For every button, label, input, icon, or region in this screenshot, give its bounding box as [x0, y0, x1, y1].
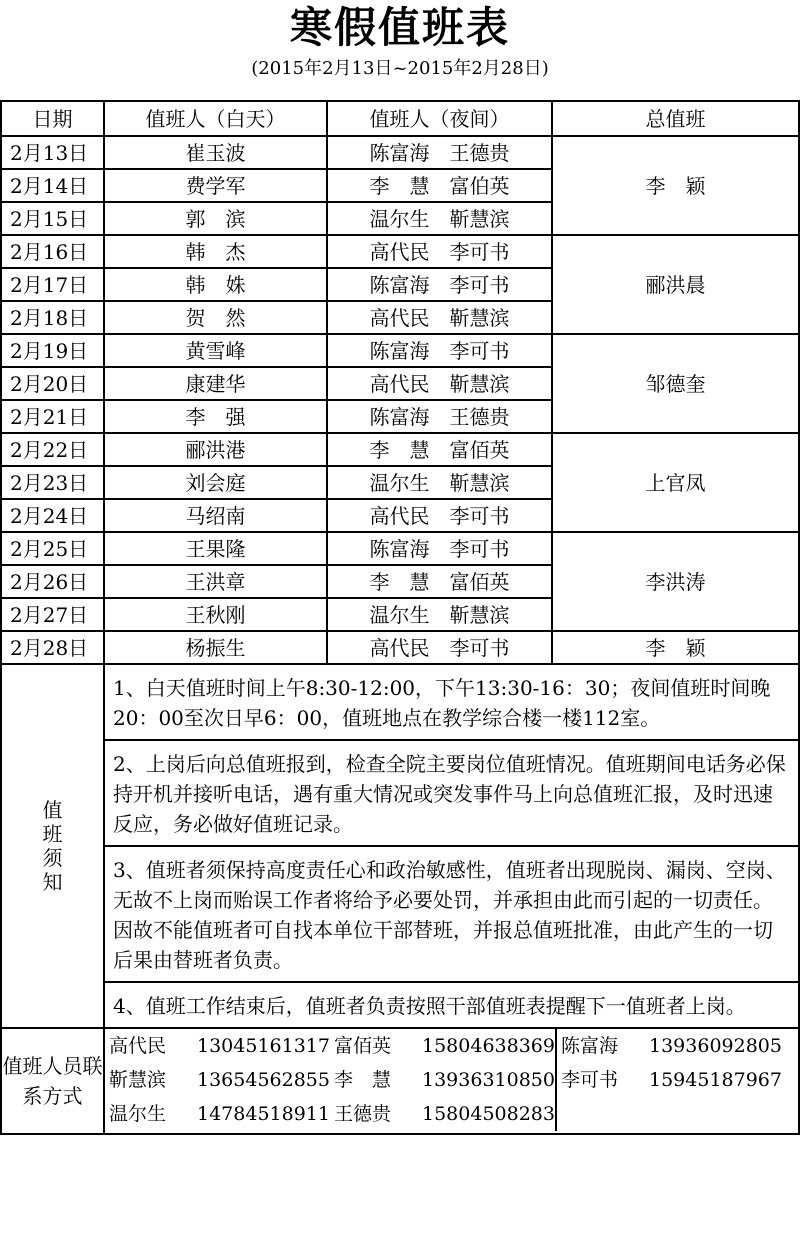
chief-cell: 李 颖 [552, 136, 799, 235]
date-cell: 2月19日 [1, 334, 104, 367]
day-duty-cell: 王秋刚 [104, 598, 327, 631]
table-row [1, 334, 799, 367]
date-cell: 2月18日 [1, 301, 104, 334]
contact-entry [330, 1063, 555, 1097]
night-duty-cell: 温尔生 靳慧滨 [327, 202, 552, 235]
date-range-subtitle: (2015年2月13日~2015年2月28日) [251, 58, 549, 79]
date-cell: 2月14日 [1, 169, 104, 202]
header-chief: 总值班 [552, 101, 799, 136]
chief-cell: 郦洪晨 [552, 235, 799, 334]
contact-list [104, 1028, 799, 1134]
date-cell: 2月22日 [1, 433, 104, 466]
duty-schedule-table [0, 100, 800, 1135]
contact-name: 李 慧 [334, 1069, 392, 1091]
day-duty-cell: 郭 滨 [104, 202, 327, 235]
day-duty-cell: 王洪章 [104, 565, 327, 598]
contact-name: 高代民 [109, 1035, 167, 1057]
header-day-duty: 值班人（白天） [104, 101, 327, 136]
table-row [1, 235, 799, 268]
note-row [1, 664, 799, 740]
night-duty-cell: 陈富海 李可书 [327, 532, 552, 565]
contact-name: 温尔生 [109, 1103, 167, 1125]
day-duty-cell: 黄雪峰 [104, 334, 327, 367]
table-row [1, 433, 799, 466]
note-row [1, 740, 799, 846]
day-duty-cell: 康建华 [104, 367, 327, 400]
night-duty-cell: 高代民 靳慧滨 [327, 367, 552, 400]
night-duty-cell: 高代民 靳慧滨 [327, 301, 552, 334]
day-duty-cell: 费学军 [104, 169, 327, 202]
day-duty-cell: 贺 然 [104, 301, 327, 334]
note-2: 2、上岗后向总值班报到，检查全院主要岗位值班情况。值班期间电话务必保持开机并接听电话，遇有重大情况或突发事件马上向总值班汇报，及时迅速反应，务必做好值班记录。 [104, 740, 799, 846]
chief-cell: 李洪涛 [552, 532, 799, 631]
note-4: 4、值班工作结束后，值班者负责按照干部值班表提醒下一值班者上岗。 [104, 982, 799, 1028]
contact-phone: 14784518911 [197, 1103, 330, 1125]
contact-name: 富佰英 [334, 1035, 392, 1057]
table-row [1, 136, 799, 169]
night-duty-cell: 李 慧 富伯英 [327, 169, 552, 202]
contact-entry [330, 1029, 555, 1063]
notes-label-char: 班 [42, 822, 63, 846]
night-duty-cell: 高代民 李可书 [327, 235, 552, 268]
date-cell: 2月23日 [1, 466, 104, 499]
contact-name: 李可书 [561, 1069, 619, 1091]
table-header-row [1, 101, 799, 136]
day-duty-cell: 崔玉波 [104, 136, 327, 169]
table-row [1, 532, 799, 565]
night-duty-cell: 李 慧 富佰英 [327, 433, 552, 466]
day-duty-cell: 郦洪港 [104, 433, 327, 466]
night-duty-cell: 温尔生 靳慧滨 [327, 598, 552, 631]
contact-name: 靳慧滨 [109, 1069, 167, 1091]
contact-phone: 15804638369 [422, 1035, 555, 1057]
contact-name: 王德贵 [334, 1103, 392, 1125]
date-cell: 2月24日 [1, 499, 104, 532]
day-duty-cell: 王果隆 [104, 532, 327, 565]
contact-phone: 15804508283 [422, 1103, 555, 1125]
table-row [1, 631, 799, 664]
night-duty-cell: 李 慧 富佰英 [327, 565, 552, 598]
header-date: 日期 [1, 101, 104, 136]
date-cell: 2月13日 [1, 136, 104, 169]
day-duty-cell: 李 强 [104, 400, 327, 433]
date-cell: 2月15日 [1, 202, 104, 235]
date-cell: 2月17日 [1, 268, 104, 301]
contact-phone: 13936310850 [422, 1069, 555, 1091]
contact-entry [105, 1097, 330, 1131]
chief-cell: 邹德奎 [552, 334, 799, 433]
contact-phone: 13045161317 [197, 1035, 330, 1057]
note-3: 3、值班者须保持高度责任心和政治敏感性，值班者出现脱岗、漏岗、空岗、无故不上岗而贻误工作者将给予必要处罚，并承担由此而引起的一切责任。因故不能值班者可自找本单位干部替班，并报总值班批准，由此产生的一切后果由替班者负责。 [104, 846, 799, 982]
chief-cell: 李 颖 [552, 631, 799, 664]
day-duty-cell: 马绍南 [104, 499, 327, 532]
night-duty-cell: 陈富海 李可书 [327, 334, 552, 367]
contact-entry [105, 1063, 330, 1097]
note-row [1, 982, 799, 1028]
contact-label: 值班人员联系方式 [1, 1028, 104, 1134]
contact-entry [330, 1097, 555, 1131]
notes-label-char: 知 [42, 870, 63, 894]
page-title: 寒假值班表 [289, 3, 510, 52]
contact-name: 陈富海 [561, 1035, 619, 1057]
contact-entry [555, 1063, 799, 1097]
note-1: 1、白天值班时间上午8:30-12:00，下午13:30-16：30；夜间值班时间晚20：00至次日早6：00，值班地点在教学综合楼一楼112室。 [104, 664, 799, 740]
night-duty-cell: 陈富海 王德贵 [327, 136, 552, 169]
contact-entry-empty [555, 1097, 799, 1131]
night-duty-cell: 陈富海 王德贵 [327, 400, 552, 433]
day-duty-cell: 韩 姝 [104, 268, 327, 301]
header-night-duty: 值班人（夜间） [327, 101, 552, 136]
note-row [1, 846, 799, 982]
contact-row [1, 1028, 799, 1134]
night-duty-cell: 陈富海 李可书 [327, 268, 552, 301]
notes-label [1, 664, 104, 1028]
day-duty-cell: 杨振生 [104, 631, 327, 664]
date-cell: 2月25日 [1, 532, 104, 565]
date-cell: 2月21日 [1, 400, 104, 433]
contact-entry [555, 1029, 799, 1063]
night-duty-cell: 高代民 李可书 [327, 631, 552, 664]
contact-phone: 13936092805 [649, 1035, 782, 1057]
day-duty-cell: 刘会庭 [104, 466, 327, 499]
contact-entry [105, 1029, 330, 1063]
contact-phone: 15945187967 [649, 1069, 782, 1091]
contact-phone: 13654562855 [197, 1069, 330, 1091]
date-cell: 2月28日 [1, 631, 104, 664]
night-duty-cell: 温尔生 靳慧滨 [327, 466, 552, 499]
date-cell: 2月26日 [1, 565, 104, 598]
date-cell: 2月16日 [1, 235, 104, 268]
date-cell: 2月27日 [1, 598, 104, 631]
notes-label-char: 须 [42, 846, 63, 870]
date-cell: 2月20日 [1, 367, 104, 400]
night-duty-cell: 高代民 李可书 [327, 499, 552, 532]
day-duty-cell: 韩 杰 [104, 235, 327, 268]
notes-label-char: 值 [42, 798, 63, 822]
chief-cell: 上官凤 [552, 433, 799, 532]
